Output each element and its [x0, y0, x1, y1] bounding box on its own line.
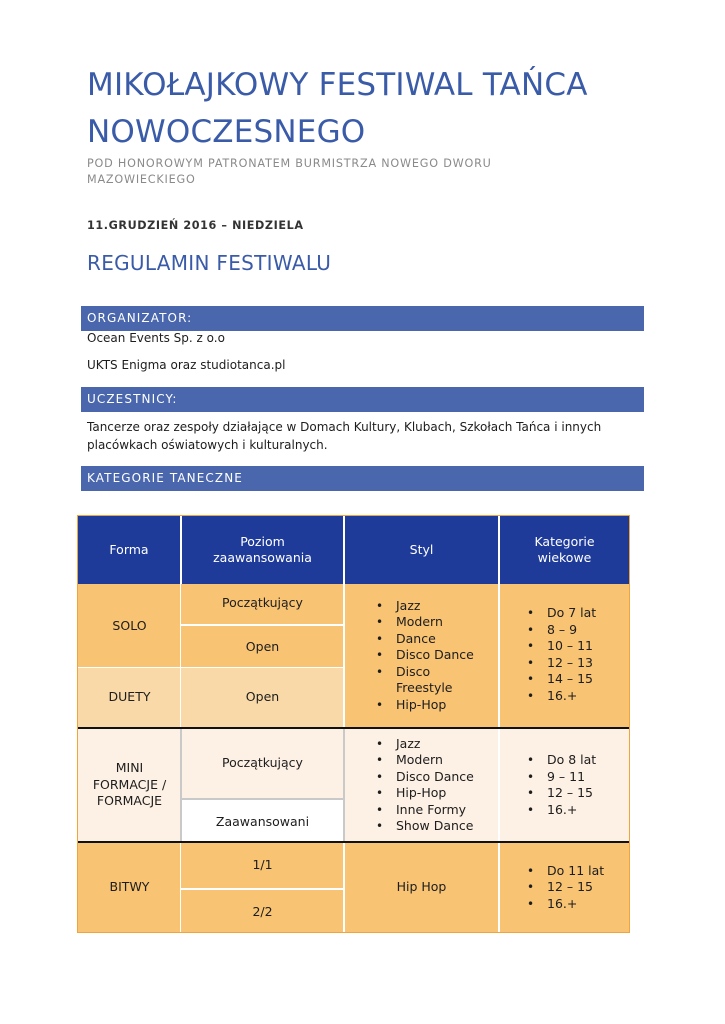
forma-mini-formacje [78, 729, 181, 841]
mini-level-beginner: Początkujący [181, 729, 344, 798]
table-divider [498, 843, 500, 932]
forma-bitwy: BITWY [78, 843, 181, 932]
header-kategorie-line-1: Kategorie [534, 533, 595, 549]
table-divider [181, 624, 344, 626]
style-item: • Hip-Hop [371, 785, 474, 802]
style-item: • Dance [371, 631, 474, 648]
style-item: • Jazz [371, 736, 474, 753]
group1-styles-cell [344, 584, 499, 727]
age-item: • Do 11 lat [522, 863, 604, 880]
table-divider [78, 667, 344, 668]
bitwy-ages-cell [499, 843, 629, 932]
forma-duety: DUETY [78, 668, 181, 727]
age-item: • Do 7 lat [522, 605, 596, 622]
style-item: • Show Dance [371, 818, 474, 835]
participants-line-1: Tancerze oraz zespoły działające w Domach Kultury, Klubach, Szkołach Tańca i innych [87, 420, 602, 434]
table-divider [181, 888, 344, 890]
forma-solo: SOLO [78, 584, 181, 668]
patronage-subtitle [87, 156, 567, 187]
organizer-line-2: UKTS Enigma oraz studiotanca.pl [87, 358, 286, 372]
age-item: • 9 – 11 [522, 769, 596, 786]
header-forma: Forma [78, 516, 180, 584]
organizer-heading: ORGANIZATOR: [81, 306, 644, 331]
table-divider [180, 729, 182, 841]
table-divider [180, 584, 181, 727]
participants-line-2: placówkach oświatowych i kulturalnych. [87, 437, 328, 452]
festival-title [87, 62, 667, 156]
group1-ages-cell [499, 584, 629, 727]
table-divider [343, 516, 345, 584]
age-item: • 8 – 9 [522, 622, 596, 639]
age-item: • 16.+ [522, 802, 596, 819]
subtitle-line-1: POD HONOROWYM PATRONATEM BURMISTRZA NOWEGO DWORU [87, 157, 492, 170]
table-divider [181, 798, 344, 800]
age-item: • 16.+ [522, 688, 596, 705]
table-divider [180, 516, 182, 584]
categories-heading: KATEGORIE TANECZNE [81, 466, 644, 491]
style-item: • Inne Formy [371, 802, 474, 819]
style-item: • Disco Dance [371, 647, 474, 664]
style-item: • Hip-Hop [371, 697, 474, 714]
style-item-line-1: Disco [396, 663, 431, 679]
table-divider [498, 516, 500, 584]
age-item: • 12 – 15 [522, 879, 604, 896]
title-line-1: MIKOŁAJKOWY FESTIWAL TAŃCA [87, 67, 588, 103]
participants-heading: UCZESTNICY: [81, 387, 644, 412]
mini-styles-cell [344, 729, 499, 841]
duety-level-open: Open [181, 668, 344, 727]
table-divider [498, 729, 500, 841]
solo-level-beginner: Początkujący [181, 584, 344, 624]
style-item: • Modern [371, 752, 474, 769]
group1-styles-list [371, 598, 474, 714]
table-divider [78, 727, 630, 729]
forma-mini-line-3: FORMACJE [96, 793, 163, 809]
bitwy-level-2v2: 2/2 [181, 890, 344, 932]
table-divider [498, 584, 500, 727]
table-divider [343, 729, 345, 841]
header-styl: Styl [345, 516, 498, 584]
style-item: • Disco Dance [371, 769, 474, 786]
section-title: REGULAMIN FESTIWALU [87, 251, 332, 275]
organizer-line-1: Ocean Events Sp. z o.o [87, 331, 225, 345]
title-line-2: NOWOCZESNEGO [87, 114, 366, 150]
table-divider [78, 841, 630, 843]
age-item: • 14 – 15 [522, 671, 596, 688]
style-item: • Modern [371, 614, 474, 631]
header-kategorie [500, 516, 629, 584]
participants-text [87, 419, 627, 454]
age-item: • Do 8 lat [522, 752, 596, 769]
style-item: • Jazz [371, 598, 474, 615]
subtitle-line-2: MAZOWIECKIEGO [87, 172, 196, 186]
header-poziom-line-1: Poziom [240, 533, 285, 549]
bitwy-ages-list [522, 863, 604, 913]
mini-ages-list [522, 752, 596, 818]
mini-styles-list [371, 736, 474, 835]
forma-mini-line-2: FORMACJE / [92, 776, 167, 792]
group1-ages-list [522, 605, 596, 704]
mini-level-advanced: Zaawansowani [181, 800, 344, 841]
header-kategorie-line-2: wiekowe [537, 550, 592, 565]
header-poziom-line-2: zaawansowania [213, 550, 312, 565]
bitwy-style: Hip Hop [344, 843, 499, 932]
bitwy-level-1v1: 1/1 [181, 843, 344, 888]
event-date: 11.GRUDZIEŃ 2016 – NIEDZIELA [87, 219, 304, 232]
age-item: • 12 – 13 [522, 655, 596, 672]
table-divider [343, 584, 345, 727]
header-poziom [182, 516, 343, 584]
mini-ages-cell [499, 729, 629, 841]
forma-mini-line-1: MINI [115, 760, 144, 776]
age-item: • 10 – 11 [522, 638, 596, 655]
age-item: • 16.+ [522, 896, 604, 913]
solo-level-open: Open [181, 626, 344, 668]
age-item: • 12 – 15 [522, 785, 596, 802]
style-item-line-2: Freestyle [396, 680, 453, 696]
style-item [371, 664, 474, 697]
